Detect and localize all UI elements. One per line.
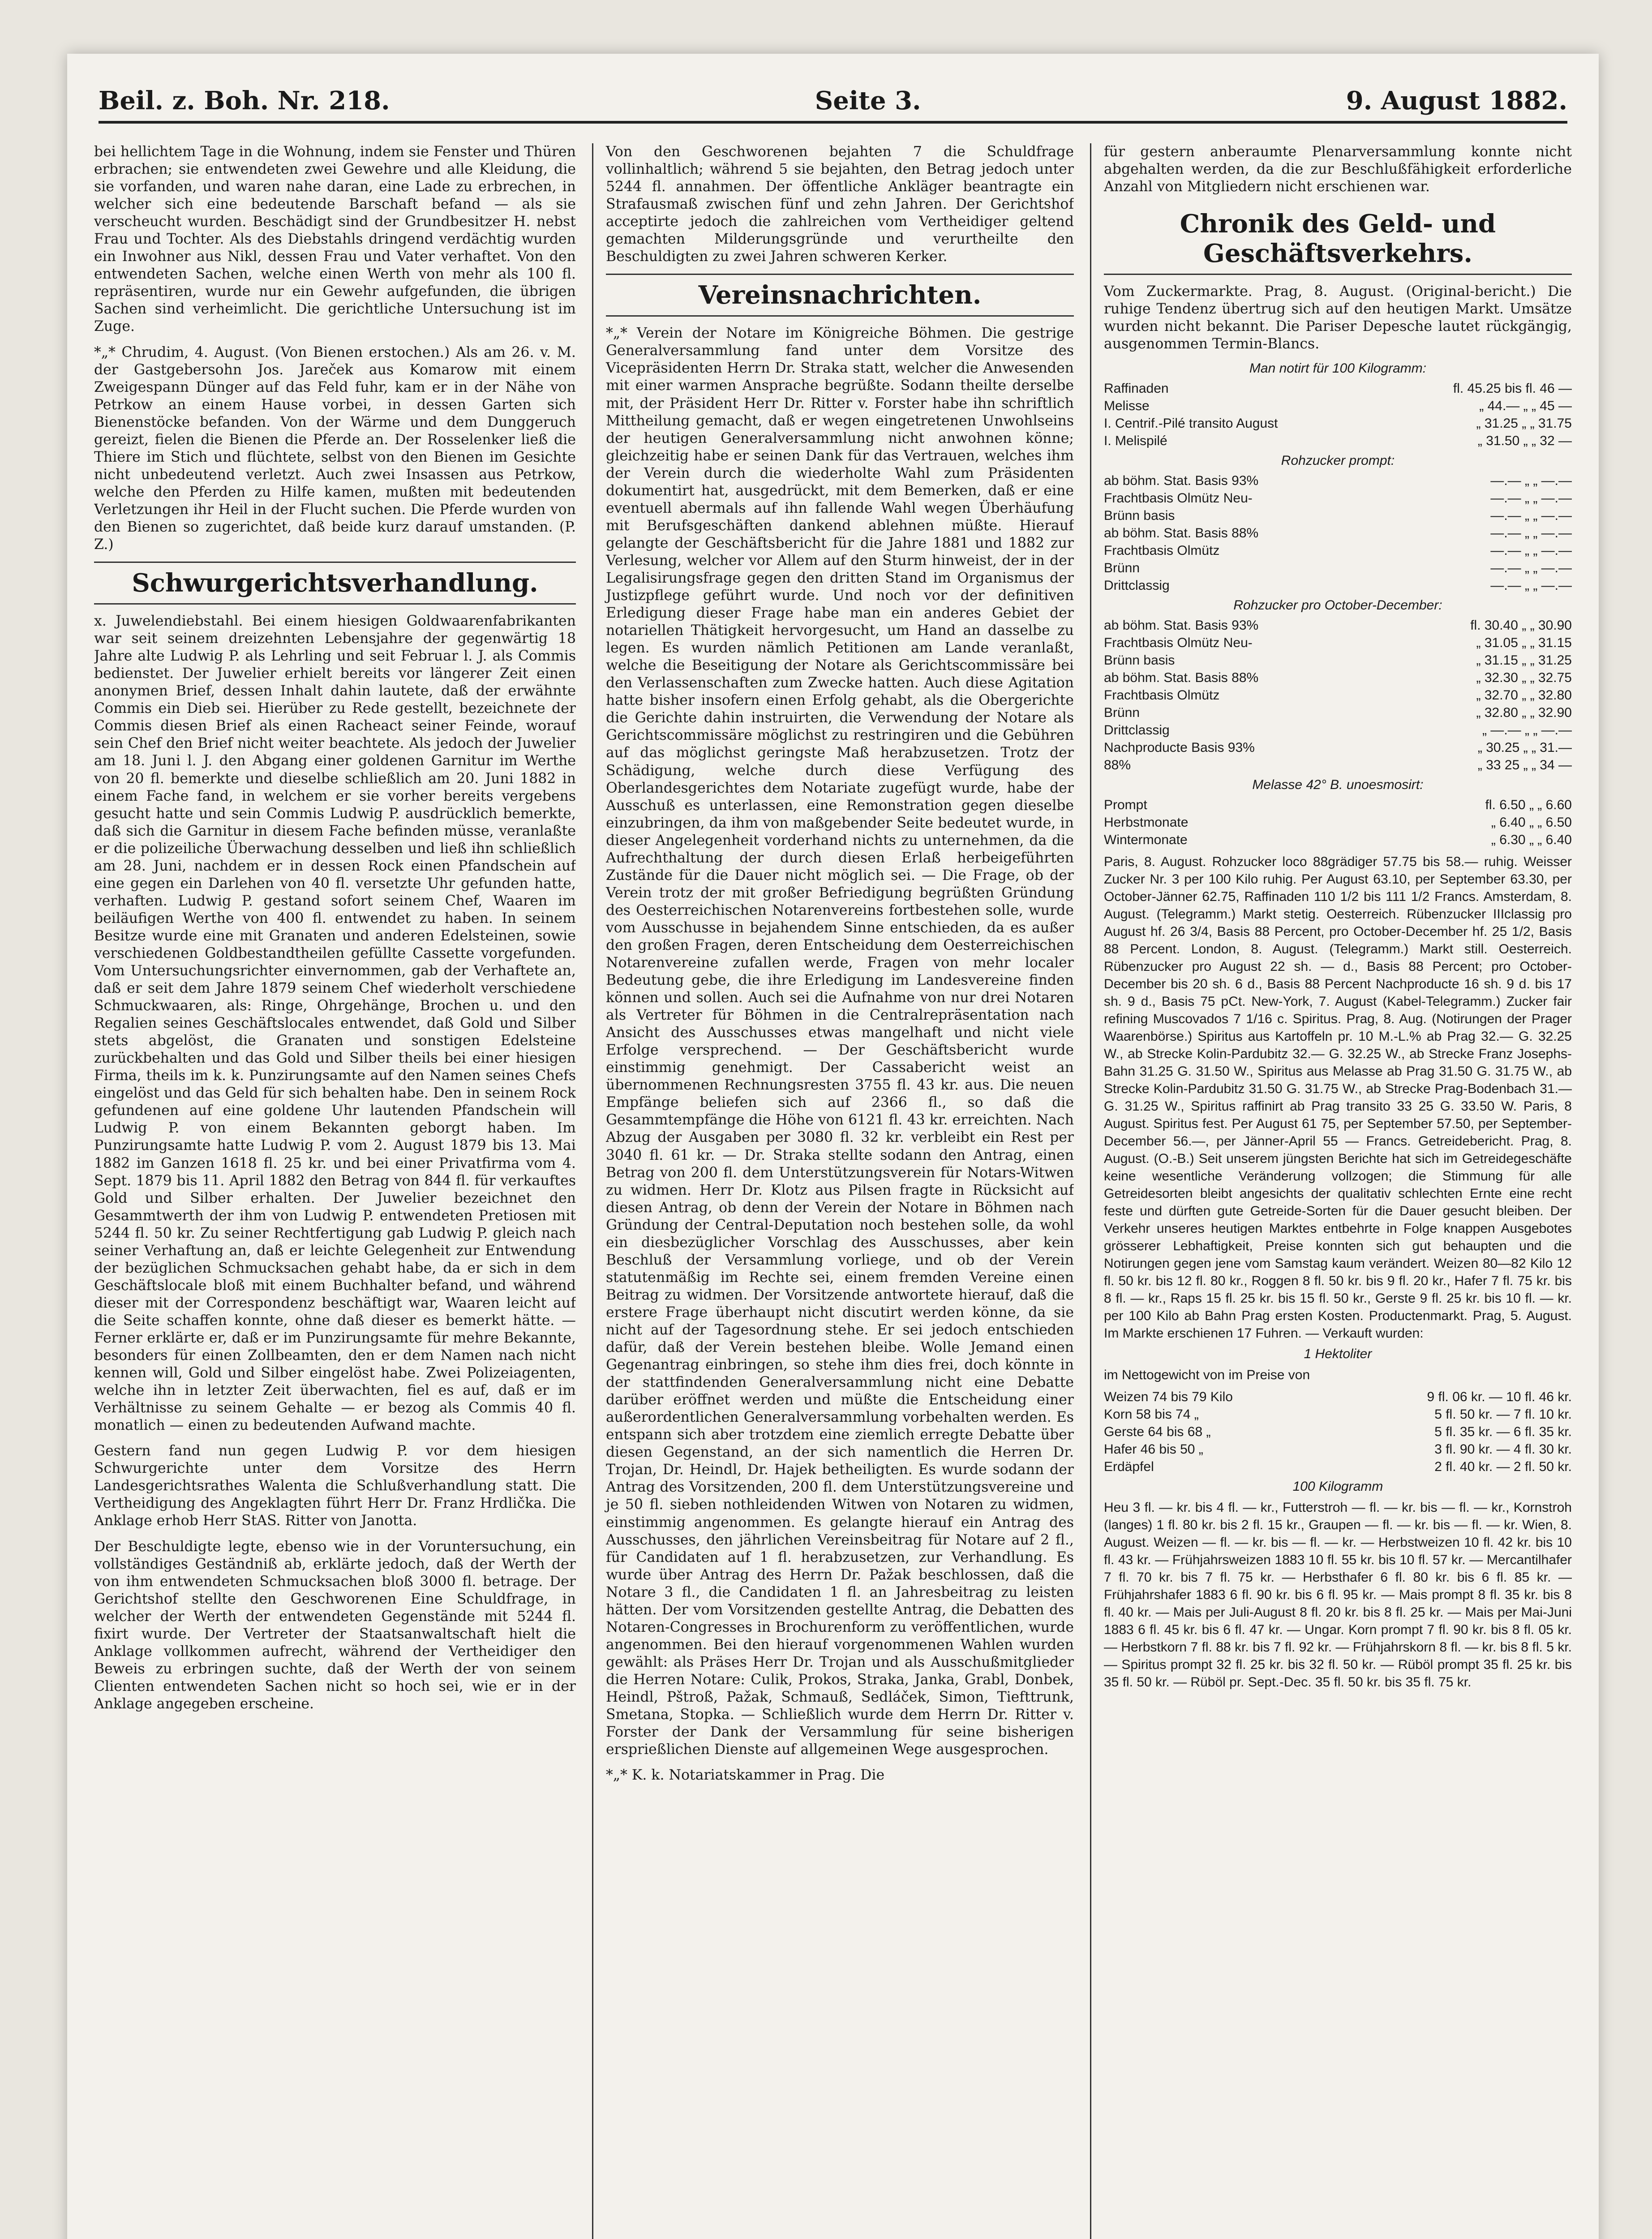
price-row bbox=[1104, 652, 1572, 669]
price-label: Raffinaden bbox=[1104, 381, 1169, 396]
price-label: I. Centrif.-Pilé transito August bbox=[1104, 416, 1278, 431]
price-value: —.— „ „ —.— bbox=[1490, 578, 1572, 593]
price-table-3 bbox=[1104, 617, 1572, 774]
price-row bbox=[1104, 559, 1572, 577]
price-table-5 bbox=[1104, 1388, 1572, 1476]
price-row bbox=[1104, 524, 1572, 542]
price-value: 3 fl. 90 kr. — 4 fl. 30 kr. bbox=[1434, 1442, 1572, 1457]
price-label: I. Melispilé bbox=[1104, 433, 1167, 449]
price-label: Erdäpfel bbox=[1104, 1459, 1154, 1475]
price-row bbox=[1104, 397, 1572, 415]
price-table-2 bbox=[1104, 472, 1572, 594]
price-value: „ 31.15 „ „ 31.25 bbox=[1476, 653, 1572, 668]
price-value: „ 32.70 „ „ 32.80 bbox=[1476, 688, 1572, 703]
price-value: fl. 45.25 bis fl. 46 — bbox=[1453, 381, 1572, 396]
price-label: Frachtbasis Olmütz bbox=[1104, 688, 1220, 703]
table-note: Rohzucker pro October-December: bbox=[1233, 598, 1442, 613]
section-heading-chronicle: Chronik des Geld- und Geschäftsverkehrs. bbox=[1104, 204, 1572, 275]
price-row bbox=[1104, 1388, 1572, 1406]
table-head: im Nettogewicht von im Preise von bbox=[1104, 1368, 1310, 1383]
price-row bbox=[1104, 617, 1572, 634]
price-row bbox=[1104, 704, 1572, 721]
price-row bbox=[1104, 686, 1572, 704]
article-paragraph: für gestern anberaumte Plenarversammlung konnte nicht abgehalten werden, da die zur Beschlußfähigkeit erforderliche Anzahl von Mitgliedern nicht erschienen war. bbox=[1104, 144, 1572, 195]
price-label: Wintermonate bbox=[1104, 832, 1188, 848]
price-table-4 bbox=[1104, 796, 1572, 849]
price-value: —.— „ „ —.— bbox=[1490, 543, 1572, 558]
price-value: —.— „ „ —.— bbox=[1490, 473, 1572, 489]
price-label: Brünn basis bbox=[1104, 653, 1175, 668]
price-value: fl. 6.50 „ „ 6.60 bbox=[1485, 798, 1572, 813]
price-value: „ 44.— „ „ 45 — bbox=[1479, 399, 1572, 414]
column-2 bbox=[592, 143, 1074, 2239]
price-value: —.— „ „ —.— bbox=[1490, 491, 1572, 506]
table-note: Melasse 42° B. unoesmosirt: bbox=[1252, 777, 1424, 793]
price-row bbox=[1104, 577, 1572, 594]
price-label: Gerste 64 bis 68 „ bbox=[1104, 1424, 1211, 1440]
market-reports-end: Heu 3 fl. — kr. bis 4 fl. — kr., Futterstroh — fl. — kr. bis — fl. — kr., Kornstroh (langes) 1 fl. 80 kr. bis 2 fl. 15 kr., Graupen — fl. — kr. bis — fl. — kr. Wien, 8. August. Weizen — fl. — kr. bis — fl. — kr. — Herbstweizen 10 fl. 42 kr. bis 10 fl. 43 kr. — Frühjahrsweizen 1883 10 fl. 55 kr. bis 10 fl. 57 kr. — Mercantilhafer 7 fl. 70 kr. bis 7 fl. 75 kr. — Herbsthafer 6 fl. 80 kr. bis 6 fl. 85 kr. — Frühjahrshafer 1883 6 fl. 90 kr. bis 6 fl. 95 kr. — Mais prompt 8 fl. 35 kr. bis 8 fl. 40 kr. — Mais per Juli-August 8 fl. 20 kr. bis 8 fl. 25 kr. — Mais per Mai-Juni 1883 6 fl. 45 kr. bis 6 fl. 47 kr. — Ungar. Korn prompt 7 fl. 90 kr. bis 8 fl. 05 kr. — Herbstkorn 7 fl. 88 kr. bis 7 fl. 92 kr. — Frühjahrskorn 8 fl. — kr. bis 8 fl. 5 kr. — Spiritus prompt 32 fl. 25 kr. bis 32 fl. 50 kr. — Rüböl prompt 35 fl. 25 kr. bis 35 fl. 50 kr. — Rüböl pr. Sept.-Dec. 35 fl. 50 kr. bis 35 fl. 75 kr. bbox=[1104, 1500, 1572, 1690]
price-label: Drittclassig bbox=[1104, 723, 1170, 738]
running-head bbox=[99, 81, 1567, 124]
price-value: fl. 30.40 „ „ 30.90 bbox=[1470, 618, 1572, 633]
price-value: 9 fl. 06 kr. — 10 fl. 46 kr. bbox=[1427, 1390, 1572, 1405]
price-value: „ —.— „ „ —.— bbox=[1482, 723, 1572, 738]
price-value: „ 31.25 „ „ 31.75 bbox=[1476, 416, 1572, 431]
price-table-1 bbox=[1104, 380, 1572, 450]
column-1 bbox=[94, 143, 576, 2239]
price-row bbox=[1104, 1458, 1572, 1476]
price-value: 2 fl. 40 kr. — 2 fl. 50 kr. bbox=[1434, 1459, 1572, 1475]
price-label: Brünn bbox=[1104, 561, 1140, 576]
article-paragraph: x. Juwelendiebstahl. Bei einem hiesigen Goldwaarenfabrikanten war seit seinem dreizehnten Lebensjahre der gegenwärtig 18 Jahre alte Ludwig P. als Lehrling und seit Februar l. J. als Commis bedienstet. Der Juwelier erhielt bereits vor längerer Zeit einen anonymen Brief, dessen Inhalt dahin lautete, daß der erwähnte Commis ein Dieb sei. Hierüber zu Rede gestellt, bezeichnete der Commis diesen Brief als einen Racheact seiner Feinde, worauf sein Chef den Brief nicht weiter beachtete. Als jedoch der Juwelier am 18. Juni l. J. den Abgang einer goldenen Garnitur im Werthe von 20 fl. bemerkte und dieselbe schließlich am 20. Juni 1882 in einem Fache fand, in welchem er sie vorher bereits vergebens gesucht hatte und sein Commis Ludwig P. ausdrücklich bemerkte, daß sich die Garnitur in diesem Fache befinden müsse, veranlaßte er die polizeiliche Überwachung desselben und ließ ihn schließlich am 28. Juni, nachdem er in dessen Rock einen Pfandschein auf eine gegen ein Darlehen von 40 fl. versetzte Uhr gefunden hatte, verhaften. Ludwig P. gestand sofort seinem Chef, Waaren im beiläufigen Werthe von 400 fl. entwendet zu haben. In seinem Besitze wurde eine mit Granaten und anderen Edelsteinen, sowie verschiedenen Goldbestandtheilen gefüllte Cassette vorgefunden. Vom Untersuchungsrichter einvernommen, gab der Verhaftete an, daß er seit dem Jahre 1879 seinem Chef wiederholt verschiedene Schmuckwaaren, als: Ringe, Ohrgehänge, Brochen u. und den Regalien seines Geschäftslocales entwendet, daß Gold und Silber stets abgelöst, die Granaten und sonstigen Edelsteine zurückbehalten und das Gold und Silber theils bei einer hiesigen Firma, theils im k. k. Punzirungsamte auf den Namen seines Chefs eingelöst und das Geld für sich behalten habe. Den in seinem Rock gefundenen auf eine goldene Uhr lautenden Pfandschein will Ludwig P. von einem Bekannten geborgt haben. Im Punzirungsamte hatte Ludwig P. vom 2. August 1879 bis 13. Mai 1882 im Ganzen 1618 fl. 25 kr. und bei einer Privatfirma vom 4. Sept. 1879 bis 11. April 1882 den Betrag von 844 fl. für verkauftes Gold und Silber erhalten. Der Juwelier bezeichnet den Gesammtwerth der ihm von Ludwig P. entwendeten Pretiosen mit 5244 fl. 50 kr. Zu seiner Rechtfertigung gab Ludwig P. gleich nach seiner Verhaftung an, daß er leichte Gelegenheit zur Entwendung der bezüglichen Schmucksachen gehabt habe, da er sich in dem Geschäftslocale bloß mit einem Buchhalter befand, und während dieser mit der Correspondenz beschäftigt war, Waaren leicht auf die Seite schaffen konnte, ohne daß dieser es bemerkt hätte. — Ferner erklärte er, daß er im Punzirungsamte für mehre Bekannte, besonders für einen Zollbeamten, den er dem Namen nach nicht kennen will, Gold und Silber eingelöst habe. Zwei Polizeiagenten, welche ihn in letzter Zeit überwachten, fiel es auf, daß er im Verhältnisse zu seinem Gehalte — er bezog als Commis 40 fl. monatlich — einen zu bedeutenden Aufwand machte. bbox=[94, 613, 576, 1434]
price-value: „ 6.30 „ „ 6.40 bbox=[1491, 832, 1572, 848]
price-value: „ 6.40 „ „ 6.50 bbox=[1491, 815, 1572, 830]
price-row bbox=[1104, 756, 1572, 774]
price-label: Nachproducte Basis 93% bbox=[1104, 740, 1255, 755]
price-row bbox=[1104, 796, 1572, 814]
article-paragraph: Der Beschuldigte legte, ebenso wie in der Voruntersuchung, ein vollständiges Geständniß ab, erklärte jedoch, daß der Werth der von ihm entwendeten Schmucksachen bloß 3000 fl. betrage. Der Gerichtshof stellte den Geschworenen Eine Schuldfrage, in welcher der Werth der entwendeten Gegenstände mit 5244 fl. fixirt wurde. Der Vertreter der Staatsanwaltschaft hielt die Anklage vollkommen aufrecht, während der Vertheidiger den Beweis zu erbringen suchte, daß der Werth der von seinem Clienten entwendeten Sachen nicht so hoch sei, wie er in der Anklage angegeben erscheine. bbox=[94, 1538, 576, 1712]
newspaper-page bbox=[67, 54, 1599, 2239]
columns bbox=[94, 143, 1572, 2239]
article-paragraph: *„* Chrudim, 4. August. (Von Bienen erstochen.) Als am 26. v. M. der Gastgebersohn Jos. Jareček aus Komarow mit einem Zweigespann Dünger auf das Feld fuhr, kam er in der Nähe von Petrkow an einem Hause vorbei, in dessen Garten sich Bienenstöcke befanden. Von der Wärme und dem Dunggeruch gereizt, fielen die Bienen die Pferde an. Der Rosselenker ließ die Thiere im Stich und flüchtete, selbst von den Bienen im Gesichte nicht unbedeutend verletzt. Auch zwei Insassen aus Petrkow, welche den Pferden zu Hilfe kamen, mußten mit bedeutenden Verletzungen ihr Heil in der Flucht suchen. Die Pferde wurden von den Bienen so zugerichtet, daß beide kurz darauf umstanden. (P. Z.) bbox=[94, 344, 576, 553]
header-right: 9. August 1882. bbox=[1346, 86, 1567, 116]
price-value: „ 31.50 „ „ 32 — bbox=[1477, 433, 1572, 449]
table-note: 100 Kilogramm bbox=[1292, 1479, 1383, 1494]
price-label: Weizen 74 bis 79 Kilo bbox=[1104, 1390, 1233, 1405]
section-heading-associations: Vereinsnachrichten. bbox=[606, 274, 1074, 317]
header-left: Beil. z. Boh. Nr. 218. bbox=[99, 86, 390, 116]
price-label: Korn 58 bis 74 „ bbox=[1104, 1407, 1199, 1422]
header-center: Seite 3. bbox=[815, 86, 921, 116]
price-row bbox=[1104, 634, 1572, 652]
price-label: ab böhm. Stat. Basis 88% bbox=[1104, 670, 1259, 686]
article-paragraph: Gestern fand nun gegen Ludwig P. vor dem hiesigen Schwurgerichte unter dem Vorsitze des Herrn Landesgerichtsrathes Walenta die Schlußverhandlung statt. Die Vertheidigung des Angeklagten führt Herr Dr. Franz Hrdlička. Die Anklage erhob Herr StAS. Ritter von Janotta. bbox=[94, 1443, 576, 1529]
price-row bbox=[1104, 507, 1572, 524]
price-label: Prompt bbox=[1104, 798, 1147, 813]
price-value: „ 32.80 „ „ 32.90 bbox=[1476, 705, 1572, 721]
price-label: ab böhm. Stat. Basis 88% bbox=[1104, 526, 1259, 541]
price-row bbox=[1104, 831, 1572, 849]
article-paragraph: *„* K. k. Notariatskammer in Prag. Die bbox=[606, 1767, 885, 1784]
price-row bbox=[1104, 380, 1572, 397]
price-row bbox=[1104, 1441, 1572, 1458]
price-label: Drittclassig bbox=[1104, 578, 1170, 593]
price-row bbox=[1104, 739, 1572, 756]
price-row bbox=[1104, 542, 1572, 559]
price-label: Herbstmonate bbox=[1104, 815, 1189, 830]
price-row bbox=[1104, 432, 1572, 450]
price-label: Melisse bbox=[1104, 399, 1150, 414]
price-row bbox=[1104, 489, 1572, 507]
price-label: Hafer 46 bis 50 „ bbox=[1104, 1442, 1203, 1457]
price-row bbox=[1104, 1423, 1572, 1441]
column-3 bbox=[1090, 143, 1572, 2239]
price-value: —.— „ „ —.— bbox=[1490, 526, 1572, 541]
section-heading-trial: Schwurgerichtsverhandlung. bbox=[94, 562, 576, 605]
price-label: 88% bbox=[1104, 758, 1131, 773]
price-row bbox=[1104, 814, 1572, 831]
article-paragraph: *„* Verein der Notare im Königreiche Böhmen. Die gestrige Generalversammlung fand unter dem Vorsitze des Vicepräsidenten Herrn Dr. Straka statt, welcher die Anwesenden mit einer warmen Ansprache begrüßte. Sodann theilte derselbe mit, der Präsident Herr Dr. Ritter v. Forster habe ihn schriftlich Mittheilung gemacht, daß er wegen eingetretenen Unwohlseins der heutigen Generalversammlung nicht anwohnen könne; gleichzeitig habe er seinen Dank für das Vertrauen, welches ihm der Verein durch die wiederholte Wahl zum Präsidenten dokumentirt hat, ausgedrückt, mit dem Bemerken, daß er eine eventuell abermals auf ihn fallende Wahl wegen Überhäufung mit Berufsgeschäften dankend ablehnen müßte. Hierauf gelangte der Geschäftsbericht für die Jahre 1881 und 1882 zur Verlesung, welcher vor Allem auf den Sturm hinweist, der in der Legalisirungsfrage gegen den dritten Stand im Organismus der Justizpflege geführt wurde. Und noch vor der definitiven Erledigung dieser Frage habe man ein anderes Gebiet der notariellen Thätigkeit hervorgesucht, um Hand an dasselbe zu legen. Es wurden nämlich Petitionen am Lande veranlaßt, welche die Beseitigung der Notare als Gerichtscommissäre bei den Verlassenschaften zum Zwecke hatten. Auch diese Agitation hatte bisher insofern einen Erfolg gehabt, als die Obergerichte die Gerichte dahin instruirten, die Verwendung der Notare als Gerichtscommissäre möglichst zu restringiren und die Gebühren auf das möglichst geringste Maß herabzusetzen. Trotz der Schädigung, welche durch diese Verfügung des Oberlandesgerichtes dem Notariate zugefügt wurde, habe der Ausschuß es unterlassen, eine Remonstration gegen dieselbe einzubringen, da ihm von maßgebender Seite bedeutet wurde, in dieser Angelegenheit vorderhand nichts zu unternehmen, da die Aufrechthaltung der durch diesen Erlaß herbeigeführten Zustände für die Dauer nicht möglich sei. — Die Frage, ob der Verein trotz der mit großer Befriedigung begrüßten Gründung des Oesterreichischen Notarenvereins fortbestehen solle, wurde vom Ausschusse in bejahendem Sinne entschieden, da es außer den großen Fragen, deren Entscheidung dem Oesterreichischen Notarenvereine zufallen werde, Fragen von mehr localer Bedeutung gebe, die ihre Erledigung im Landesvereine finden können und sollen. Auch sei die Aufnahme von nur drei Notaren als Vertreter für Böhmen in die Centralrepräsentation nach Ansicht des Ausschusses etwas mangelhaft und nicht viele Erfolge versprechend. — Der Geschäftsbericht wurde einstimmig genehmigt. Der Cassabericht weist an übernommenen Rechnungsresten 3755 fl. 43 kr. aus. Die neuen Empfänge beliefen sich auf 2366 fl., so daß die Gesammtempfänge die Höhe von 6121 fl. 43 kr. erreichten. Nach Abzug der Ausgaben per 3080 fl. 32 kr. verbleibt ein Rest per 3040 fl. 61 kr. — Dr. Straka stellte sodann den Antrag, einen Betrag von 200 fl. dem Unterstützungsverein für Notars-Witwen zu widmen. Herr Dr. Klotz aus Pilsen fragte in Rücksicht auf diesen Antrag, ob denn der Verein der Notare in Böhmen nach Gründung der Central-Deputation noch bestehen solle, da wohl ein diesbezüglicher Vorschlag des Ausschusses, aber kein Beschluß der Versammlung vorliege, und ob der Verein statutenmäßig im Rechte sei, einem fremden Vereine einen Beitrag zu widmen. Der Vorsitzende antwortete hierauf, daß die erstere Frage überhaupt nicht discutirt werden könne, da sie nicht auf der Tagesordnung stehe. Er sei jedoch entschieden dafür, daß der Verein bestehen bleibe. Wolle Jemand einen Gegenantrag einbringen, so stehe ihm dies frei, doch könnte in der stattfindenden Generalversammlung nicht eine Debatte darüber eröffnet werden und müßte die Entscheidung einer außerordentlichen Generalversammlung vorbehalten werden. Es entspann sich aber trotzdem eine ziemlich erregte Debatte über diesen Gegenstand, an der sich namentlich die Herren Dr. Trojan, Dr. Heindl, Dr. Hajek betheiligten. Es wurde sodann der Antrag des Vorsitzenden, 200 fl. dem Unterstützungsvereine und je 50 fl. sieben nothleidenden Witwen von Notaren zu widmen, einstimmig angenommen. Es gelangte hierauf ein Antrag des Ausschusses, den jährlichen Vereinsbeitrag für Notare auf 2 fl., für Candidaten auf 1 fl. herabzusetzen, zur Verhandlung. Es wurde über Antrag des Herrn Dr. Pažak beschlossen, daß die Notare 3 fl., die Candidaten 1 fl. an Jahresbeitrag zu leisten hätten. Der vom Vorsitzenden gestellte Antrag, die Debatten des Notaren-Congresses in Brochurenform zu veröffentlichen, wurde angenommen. Bei den hierauf vorgenommenen Wahlen wurden gewählt: als Präses Herr Dr. Trojan und als Ausschußmitglieder die Herren Notare: Culik, Prokos, Straka, Janka, Grabl, Donbek, Heindl, Pštroß, Pažak, Schmauß, Sedláček, Simon, Tiefttrunk, Smetana, Stopka. — Schließlich wurde dem Herrn Dr. Ritter v. Forster der Dank der Versammlung für seine bisherigen ersprießlichen Dienste auf allgemeinen Wege ausgesprochen. bbox=[606, 325, 1074, 1758]
price-value: 5 fl. 35 kr. — 6 fl. 35 kr. bbox=[1434, 1424, 1572, 1440]
table-note: 1 Hektoliter bbox=[1304, 1347, 1372, 1362]
table-note: Rohzucker prompt: bbox=[1281, 453, 1395, 468]
price-row bbox=[1104, 415, 1572, 432]
price-value: —.— „ „ —.— bbox=[1490, 561, 1572, 576]
price-row bbox=[1104, 472, 1572, 489]
price-value: „ 32.30 „ „ 32.75 bbox=[1476, 670, 1572, 686]
market-reports: Paris, 8. August. Rohzucker loco 88grädiger 57.75 bis 58.— ruhig. Weisser Zucker Nr. 3 per 100 Kilo ruhig. Per August 63.10, per September 63.30, per October-Jänner 62.75, Raffinaden 110 1/2 bis 111 1/2 Francs. Amsterdam, 8. August. (Telegramm.) Markt stetig. Oesterreich. Rübenzucker IIIclassig pro August hf. 26 3/4, Basis 88 Percent, pro October-December hf. 25 1/2, Basis 88 Percent. London, 8. August. (Telegramm.) Markt still. Oesterreich. Rübenzucker pro August 22 sh. — d., Basis 88 Percent; pro October-December bis 20 sh. 6 d., Basis 88 Percent Nachproducte 16 sh. 9 d. bis 17 sh. 9 d., Basis 75 pCt. New-York, 7. August (Kabel-Telegramm.) Zucker fair refining Muscovados 7 1/16 c. Spiritus. Prag, 8. Aug. (Notirungen der Prager Waarenbörse.) Spiritus aus Kartoffeln pr. 10 M.-L.% ab Prag 32.— G. 32.25 W., ab Strecke Kolin-Pardubitz 32.— G. 32.25 W., ab Strecke Franz Josephs-Bahn 31.25 G. 31.50 W., Spiritus aus Melasse ab Prag 31.50 G. 31.75 W., ab Strecke Kolin-Pardubitz 31.50 G. 31.75 W., ab Strecke Prag-Bodenbach 31.— G. 31.25 W., Spiritus raffinirt ab Prag transito 33 25 G. 33.50 W. Paris, 8 August. Spiritus fest. Per August 61 75, per September 57.50, per September-December 56.—, per Jänner-April 55 — Francs. Getreidebericht. Prag, 8. August. (O.-B.) Seit unserem jüngsten Berichte hat sich im Getreidegeschäfte keine wesentliche Veränderung vollzogen; die Stimmung für alle Getreidesorten bleibt angesichts der qualitativ schlechten Ernte eine recht feste und dürften gute Getreide-Sorten für die Dauer gesucht bleiben. Der Verkehr unseres heutigen Marktes entbehrte in Folge knappen Ausgebotes grösserer Lebhaftigkeit, Preise konnten sich gut behaupten und die Notirungen gegen jene vom Samstag kaum verändert. Weizen 80—82 Kilo 12 fl. 50 kr. bis 12 fl. 80 kr., Roggen 8 fl. 50 kr. bis 9 fl. 20 kr., Hafer 7 fl. 75 kr. bis 8 fl. — kr., Raps 15 fl. 25 kr. bis 15 fl. 50 kr., Gerste 9 fl. 25 kr. bis 10 fl. — kr. per 100 Kilo ab Bahn Prag ersten Kosten. Productenmarkt. Prag, 5. August. Im Markte erschienen 17 Fuhren. — Verkauft wurden: bbox=[1104, 854, 1572, 1341]
price-value: —.— „ „ —.— bbox=[1490, 508, 1572, 523]
price-label: ab böhm. Stat. Basis 93% bbox=[1104, 618, 1259, 633]
price-value: „ 30.25 „ „ 31.— bbox=[1477, 740, 1572, 755]
price-label: ab böhm. Stat. Basis 93% bbox=[1104, 473, 1259, 489]
price-label: Frachtbasis Olmütz Neu- bbox=[1104, 491, 1253, 506]
market-intro: Vom Zuckermarkte. Prag, 8. August. (Original-bericht.) Die ruhige Tendenz übertrug sich auf den heutigen Markt. Umsätze wurden nicht bekannt. Die Pariser Depesche lautet rückgängig, ausgenommen Termin-Blancs. bbox=[1104, 283, 1572, 352]
price-label: Frachtbasis Olmütz bbox=[1104, 543, 1220, 558]
price-label: Brünn bbox=[1104, 705, 1140, 721]
price-row bbox=[1104, 669, 1572, 686]
price-value: „ 31.05 „ „ 31.15 bbox=[1476, 635, 1572, 651]
table-note: Man notirt für 100 Kilogramm: bbox=[1249, 361, 1427, 376]
price-label: Brünn basis bbox=[1104, 508, 1175, 523]
price-value: „ 33 25 „ „ 34 — bbox=[1477, 758, 1572, 773]
article-paragraph: bei hellichtem Tage in die Wohnung, indem sie Fenster und Thüren erbrachen; sie entwendeten zwei Gewehre und alle Kleidung, die sie vorfanden, und waren nahe daran, eine Lade zu erbrechen, in welcher sich eine bedeutende Barschaft befand — als sie verscheucht wurden. Beschädigt sind der Grundbesitzer H. nebst Frau und Tochter. Als des Diebstahls dringend verdächtig wurden ein Inwohner aus Nikl, dessen Frau und Vater verhaftet. Von den entwendeten Sachen, welche einen Werth von mehr als 100 fl. repräsentiren, wurde nur ein Gewehr aufgefunden, die übrigen Sachen sind verheimlicht. Die gerichtliche Untersuchung ist im Zuge. bbox=[94, 144, 576, 335]
price-row bbox=[1104, 1406, 1572, 1423]
price-value: 5 fl. 50 kr. — 7 fl. 10 kr. bbox=[1434, 1407, 1572, 1422]
price-label: Frachtbasis Olmütz Neu- bbox=[1104, 635, 1253, 651]
article-paragraph: Von den Geschworenen bejahten 7 die Schuldfrage vollinhaltlich; während 5 sie bejahten, den Betrag jedoch unter 5244 fl. annahmen. Der öffentliche Ankläger beantragte ein Strafausmaß zwischen fünf und zehn Jahren. Der Gerichtshof acceptirte jedoch die zahlreichen vom Vertheidiger geltend gemachten Milderungsgründe und verurtheilte den Beschuldigten zu zwei Jahren schweren Kerker. bbox=[606, 144, 1074, 265]
price-row bbox=[1104, 721, 1572, 739]
